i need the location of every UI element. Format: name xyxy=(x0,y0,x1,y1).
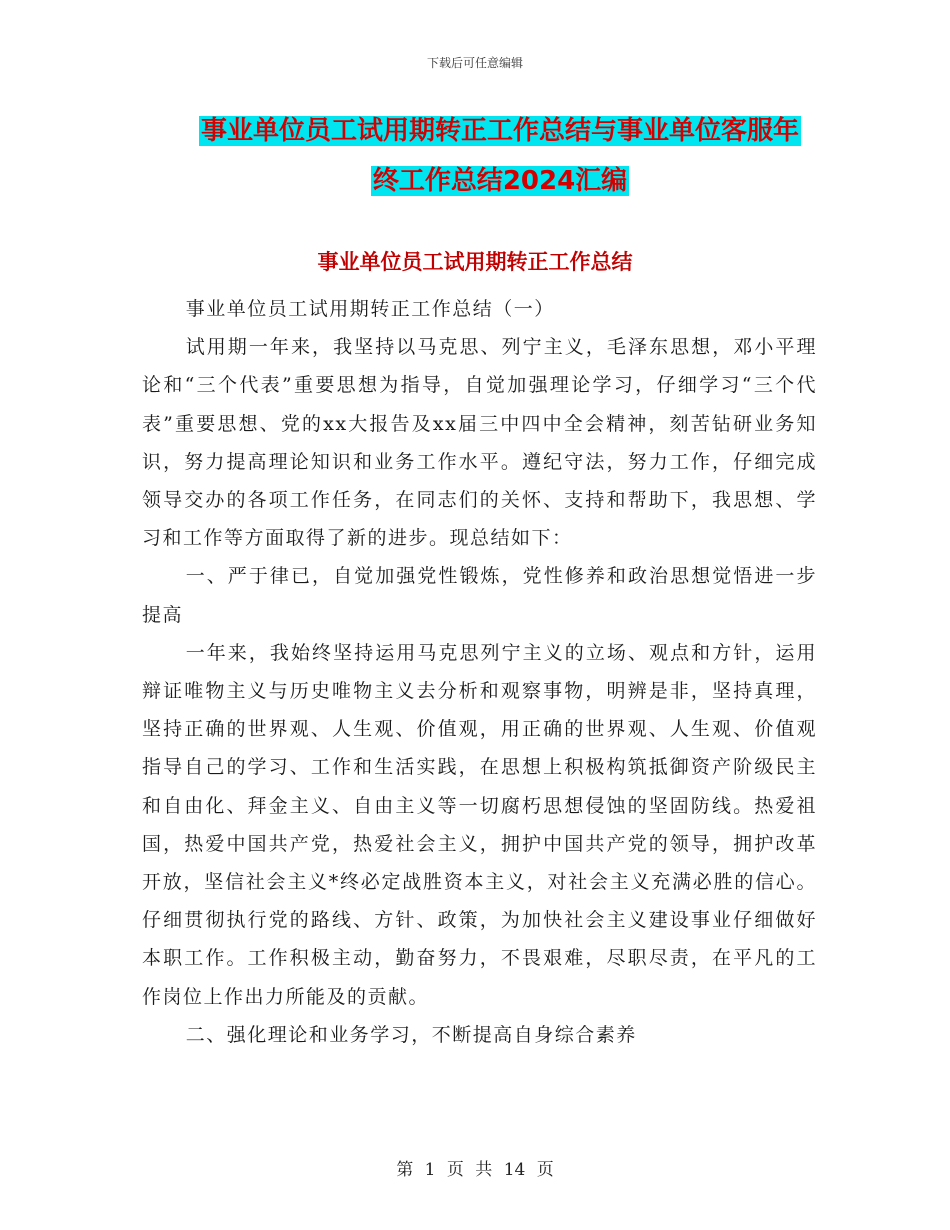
body-text xyxy=(142,290,817,1054)
document-title-line1: 事业单位员工试用期转正工作总结与事业单位客服年 xyxy=(200,116,799,146)
document-title xyxy=(150,106,850,206)
header-note: 下载后可任意编辑 xyxy=(426,56,523,70)
paragraph-body-one: 一年来，我始终坚持运用马克思列宁主义的立场、观点和方针，运用辩证唯物主义与历史唯物主义去分析和观察事物，明辨是非，坚持真理，坚持正确的世界观、人生观、价值观，用正确的世界观、人生观、价值观指导自己的学习、工作和生活实践，在思想上积极构筑抵御资产阶级民主和自由化、拜金主义、自由主义等一切腐朽思想侵蚀的坚固防线。热爱祖国，热爱中国共产党，热爱社会主义，拥护中国共产党的领导，拥护改革开放，坚信社会主义*终必定战胜资本主义，对社会主义充满必胜的信心。仔细贯彻执行党的路线、方针、政策，为加快社会主义建设事业仔细做好本职工作。工作积极主动，勤奋努力，不畏艰难，尽职尽责，在平凡的工作岗位上作出力所能及的贡献。 xyxy=(142,641,817,1008)
document-title-line2: 终工作总结2024汇编 xyxy=(372,166,628,196)
paragraph-subheading: 事业单位员工试用期转正工作总结（一） xyxy=(185,298,555,320)
paragraph-heading-one: 一、严于律已，自觉加强党性锻炼，党性修养和政治思想觉悟进一步提高 xyxy=(142,565,817,626)
section-title: 事业单位员工试用期转正工作总结 xyxy=(317,250,633,274)
paragraph-intro: 试用期一年来，我坚持以马克思、列宁主义，毛泽东思想，邓小平理论和“三个代表”重要思想为指导，自觉加强理论学习，仔细学习“三个代表”重要思想、党的xx大报告及xx届三中四中全会精神，刻苦钻研业务知识，努力提高理论知识和业务工作水平。遵纪守法，努力工作，仔细完成领导交办的各项工作任务，在同志们的关怀、支持和帮助下，我思想、学习和工作等方面取得了新的进步。现总结如下： xyxy=(142,336,817,550)
page-footer: 第 1 页 共 14 页 xyxy=(396,1160,554,1180)
paragraph-heading-two: 二、强化理论和业务学习，不断提高自身综合素养 xyxy=(185,1023,637,1046)
